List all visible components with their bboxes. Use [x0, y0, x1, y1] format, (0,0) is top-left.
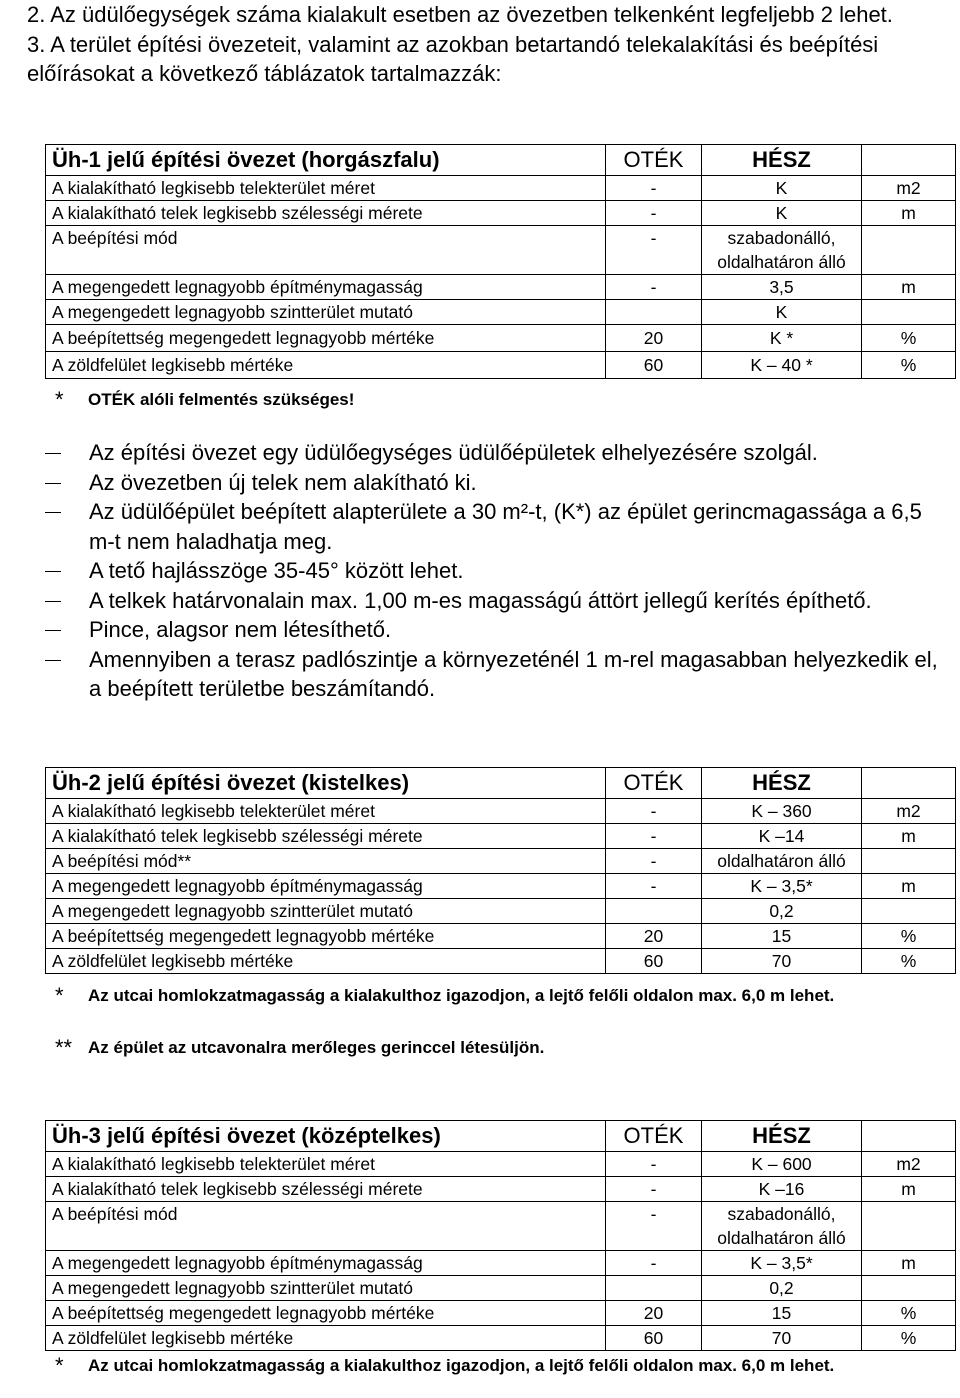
row-otek: - [606, 201, 702, 226]
row-unit: m2 [862, 799, 956, 824]
row-unit: m [862, 275, 956, 300]
table-row [46, 874, 956, 899]
row-hesz: K –16 [702, 1177, 862, 1202]
list-item: A tető hajlásszöge 35-45° között lehet. [45, 556, 945, 586]
table-row [46, 1251, 956, 1276]
note-star: * [55, 1353, 64, 1378]
row-hesz: K [702, 300, 862, 325]
row-unit: % [862, 1301, 956, 1326]
zone1-header-row [46, 145, 956, 176]
row-label: A beépítettség megengedett legnagyobb mértéke [46, 325, 606, 352]
zone2-col-otek: OTÉK [606, 768, 702, 799]
table-row [46, 849, 956, 874]
zone1-col-hesz: HÉSZ [702, 145, 862, 176]
row-label: A megengedett legnagyobb építménymagasság [46, 874, 606, 899]
row-unit: % [862, 949, 956, 974]
row-otek [606, 300, 702, 325]
note-text: Az utcai homlokzatmagasság a kialakulthoz igazodjon, a lejtő felőli oldalon max. 6,0 m lehet. [88, 986, 835, 1005]
note-text: OTÉK alóli felmentés szükséges! [88, 390, 355, 409]
table-row [46, 325, 956, 352]
row-unit: % [862, 924, 956, 949]
row-otek: 60 [606, 352, 702, 379]
table-row [46, 226, 956, 275]
zone1-table [45, 144, 956, 379]
row-otek [606, 1276, 702, 1301]
row-label: A megengedett legnagyobb építménymagasság [46, 275, 606, 300]
row-label: A kialakítható telek legkisebb szélességi mérete [46, 824, 606, 849]
zone3-title: Üh-3 jelű építési övezet (középtelkes) [46, 1121, 606, 1152]
row-otek: - [606, 824, 702, 849]
row-label: A zöldfelület legkisebb mértéke [46, 1326, 606, 1351]
note-star: ** [55, 1035, 73, 1060]
table-row [46, 1276, 956, 1301]
zone3-header-row [46, 1121, 956, 1152]
zone1-title: Üh-1 jelű építési övezet (horgászfalu) [46, 145, 606, 176]
zone2-note-2 [55, 1036, 950, 1060]
row-hesz: oldalhatáron álló [702, 849, 862, 874]
row-otek: - [606, 799, 702, 824]
list-item: Az építési övezet egy üdülőegységes üdülőépületek elhelyezésére szolgál. [45, 438, 945, 468]
row-label: A megengedett legnagyobb szintterület mutató [46, 1276, 606, 1301]
row-unit: m [862, 201, 956, 226]
row-hesz: szabadonálló, oldalhatáron álló [702, 1202, 862, 1251]
dash-bullet-icon [45, 601, 61, 602]
row-otek: - [606, 1152, 702, 1177]
table-row [46, 899, 956, 924]
row-otek: - [606, 176, 702, 201]
row-unit: % [862, 1326, 956, 1351]
zone2-header-row [46, 768, 956, 799]
row-otek: - [606, 849, 702, 874]
list-item: A telkek határvonalain max. 1,00 m-es magasságú áttört jellegű kerítés építhető. [45, 586, 945, 616]
row-hesz: K – 3,5* [702, 874, 862, 899]
row-otek: 20 [606, 1301, 702, 1326]
row-hesz: K – 3,5* [702, 1251, 862, 1276]
dash-bullet-icon [45, 660, 61, 661]
row-label: A beépítettség megengedett legnagyobb mértéke [46, 924, 606, 949]
row-label: A beépítési mód [46, 226, 606, 275]
row-otek: 20 [606, 325, 702, 352]
row-label: A megengedett legnagyobb szintterület mutató [46, 899, 606, 924]
note-star: * [55, 983, 64, 1008]
dash-bullet-icon [45, 512, 61, 513]
zone1-note [55, 388, 950, 412]
row-unit: m2 [862, 1152, 956, 1177]
row-unit: m [862, 1177, 956, 1202]
note-star: * [55, 387, 64, 412]
row-unit [862, 1202, 956, 1251]
row-unit: % [862, 352, 956, 379]
row-hesz: 0,2 [702, 1276, 862, 1301]
row-otek: - [606, 874, 702, 899]
row-unit: % [862, 325, 956, 352]
row-unit: m [862, 824, 956, 849]
zone3-table [45, 1120, 956, 1351]
zone3-note-1 [55, 1354, 950, 1378]
row-label: A kialakítható legkisebb telekterület méret [46, 799, 606, 824]
table-row [46, 1301, 956, 1326]
table-row [46, 1202, 956, 1251]
zone2-col-hesz: HÉSZ [702, 768, 862, 799]
row-otek: - [606, 1202, 702, 1251]
row-otek: 20 [606, 924, 702, 949]
dash-bullet-icon [45, 483, 61, 484]
zone3-col-hesz: HÉSZ [702, 1121, 862, 1152]
row-label: A megengedett legnagyobb építménymagasság [46, 1251, 606, 1276]
row-hesz: 70 [702, 949, 862, 974]
dash-bullet-icon [45, 571, 61, 572]
paragraph-3: 3. A terület építési övezeteit, valamint az azokban betartandó telekalakítási és beépítési előírásokat a következő táblázatok tartalmazzák: [27, 31, 879, 86]
table-row [46, 1152, 956, 1177]
row-label: A zöldfelület legkisebb mértéke [46, 352, 606, 379]
row-unit: m [862, 874, 956, 899]
list-item: Az üdülőépület beépített alapterülete a 30 m²-t, (K*) az épület gerincmagassága a 6,5 m-t nem haladhatja meg. [45, 497, 945, 556]
zone3-col-otek: OTÉK [606, 1121, 702, 1152]
zone1-rules-list [45, 438, 945, 704]
row-hesz: 3,5 [702, 275, 862, 300]
row-otek: - [606, 1251, 702, 1276]
row-hesz: K – 40 * [702, 352, 862, 379]
row-hesz: 15 [702, 924, 862, 949]
table-row [46, 201, 956, 226]
note-text: Az épület az utcavonalra merőleges gerinccel létesüljön. [88, 1038, 545, 1057]
dash-bullet-icon [45, 630, 61, 631]
row-label: A beépítettség megengedett legnagyobb mértéke [46, 1301, 606, 1326]
row-label: A beépítési mód [46, 1202, 606, 1251]
zone2-title: Üh-2 jelű építési övezet (kistelkes) [46, 768, 606, 799]
row-label: A kialakítható telek legkisebb szélességi mérete [46, 1177, 606, 1202]
row-unit: m2 [862, 176, 956, 201]
row-label: A kialakítható telek legkisebb szélességi mérete [46, 201, 606, 226]
row-unit: m [862, 1251, 956, 1276]
list-item: Pince, alagsor nem létesíthető. [45, 615, 945, 645]
row-hesz: K –14 [702, 824, 862, 849]
paragraph-2: 2. Az üdülőegységek száma kialakult esetben az övezetben telkenként legfeljebb 2 lehet. [27, 2, 893, 27]
table-row [46, 352, 956, 379]
list-item: Az övezetben új telek nem alakítható ki. [45, 468, 945, 498]
row-unit [862, 226, 956, 275]
row-hesz: K [702, 201, 862, 226]
table-row [46, 275, 956, 300]
dash-bullet-icon [45, 453, 61, 454]
table-row [46, 300, 956, 325]
table-row [46, 924, 956, 949]
row-label: A beépítési mód** [46, 849, 606, 874]
row-hesz: K – 360 [702, 799, 862, 824]
note-text: Az utcai homlokzatmagasság a kialakulthoz igazodjon, a lejtő felőli oldalon max. 6,0 m lehet. [88, 1356, 835, 1375]
zone1-col-otek: OTÉK [606, 145, 702, 176]
table-row [46, 1177, 956, 1202]
table-row [46, 799, 956, 824]
table-row [46, 1326, 956, 1351]
row-otek: - [606, 1177, 702, 1202]
row-hesz: 15 [702, 1301, 862, 1326]
row-label: A megengedett legnagyobb szintterület mutató [46, 300, 606, 325]
row-label: A kialakítható legkisebb telekterület méret [46, 176, 606, 201]
row-unit [862, 1276, 956, 1301]
row-otek: 60 [606, 949, 702, 974]
row-unit [862, 899, 956, 924]
zone2-note-1 [55, 984, 950, 1008]
row-hesz: 0,2 [702, 899, 862, 924]
list-item: Amennyiben a terasz padlószintje a környezeténél 1 m-rel magasabban helyezkedik el, a beépített területbe beszámítandó. [45, 645, 945, 704]
row-unit [862, 849, 956, 874]
row-hesz: K – 600 [702, 1152, 862, 1177]
row-label: A kialakítható legkisebb telekterület méret [46, 1152, 606, 1177]
row-hesz: 70 [702, 1326, 862, 1351]
table-row [46, 949, 956, 974]
row-hesz: K [702, 176, 862, 201]
row-unit [862, 300, 956, 325]
row-otek: 60 [606, 1326, 702, 1351]
row-label: A zöldfelület legkisebb mértéke [46, 949, 606, 974]
intro-paragraphs [27, 0, 952, 89]
row-otek [606, 899, 702, 924]
zone2-table [45, 767, 956, 974]
row-otek: - [606, 226, 702, 275]
row-otek: - [606, 275, 702, 300]
row-hesz: K * [702, 325, 862, 352]
row-hesz: szabadonálló, oldalhatáron álló [702, 226, 862, 275]
table-row [46, 176, 956, 201]
table-row [46, 824, 956, 849]
